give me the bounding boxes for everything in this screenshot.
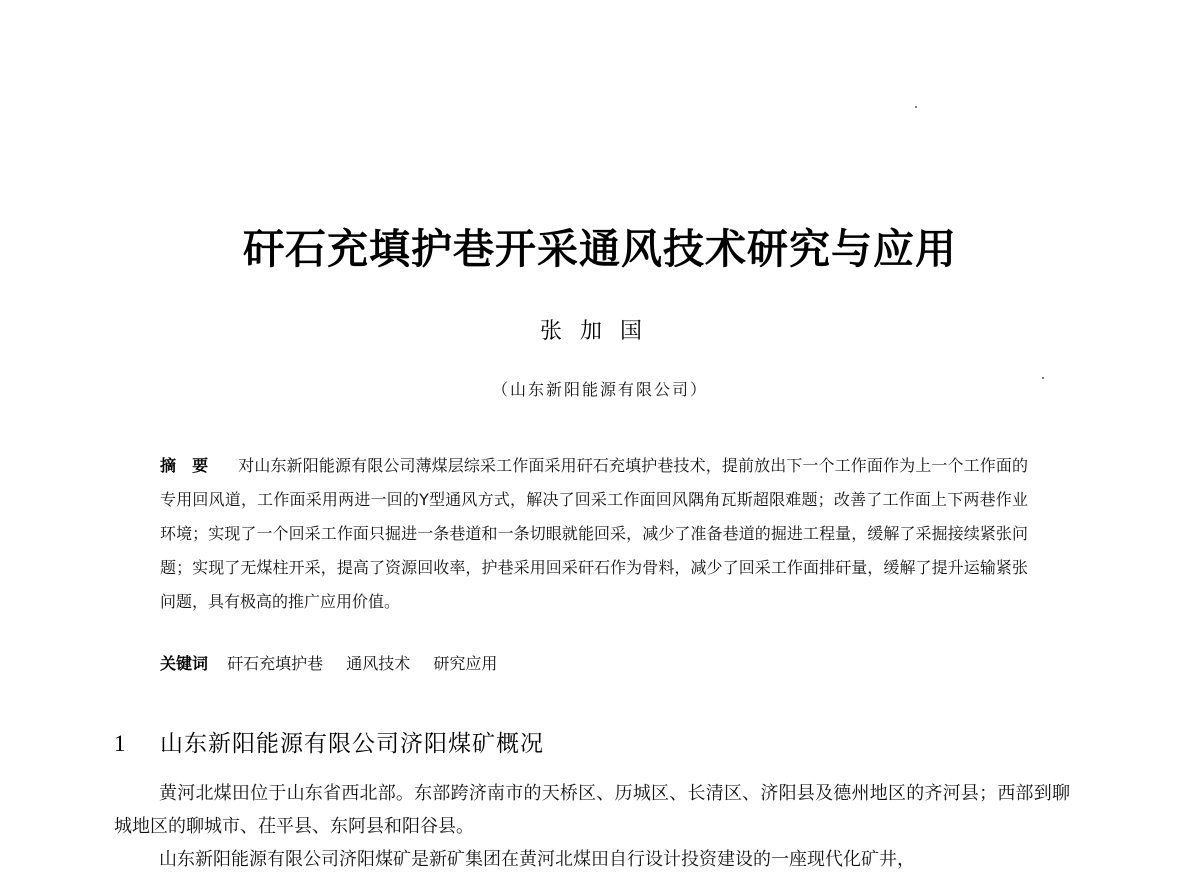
author-affiliation: （山东新阳能源有限公司） [491, 380, 708, 399]
abstract [160, 449, 1028, 619]
abstract-text: 对山东新阳能源有限公司薄煤层综采工作面采用矸石充填护巷技术，提前放出下一个工作面作为上一个工作面的专用回风道，工作面采用两进一回的Y型通风方式，解决了回采工作面回风隅角瓦斯超限难题；改善了工作面上下两巷作业环境；实现了一个回采工作面只掘进一条巷道和一条切眼就能回采，减少了准备巷道的掘进工程量，缓解了采掘接续紧张问题；实现了无煤柱开采，提高了资源回收率，护巷采用回采矸石作为骨料，减少了回采工作面排矸量，缓解了提升运输紧张问题，具有极高的推广应用价值。 [160, 456, 1028, 611]
abstract-label: 摘要 [160, 456, 225, 475]
keywords [160, 649, 1028, 679]
keyword-item: 研究应用 [433, 654, 498, 673]
keyword-item: 矸石充填护巷 [227, 654, 324, 673]
keyword-item: 通风技术 [346, 654, 411, 673]
section-body [114, 777, 1070, 876]
body-paragraph: 山东新阳能源有限公司济阳煤矿是新矿集团在黄河北煤田自行设计投资建设的一座现代化矿井， [159, 849, 915, 870]
body-paragraph: 黄河北煤田位于山东省西北部。东部跨济南市的天桥区、历城区、长清区、济阳县及德州地区的齐河县；西部到聊城地区的聊城市、茌平县、东阿县和阳谷县。 [114, 783, 1070, 837]
section-title: 山东新阳能源有限公司济阳煤矿概况 [160, 731, 544, 757]
paper-author: 张加国 [539, 319, 660, 344]
section-heading [114, 725, 544, 758]
keywords-label: 关键词 [160, 654, 209, 673]
scan-speck [915, 106, 917, 108]
paper-title: 矸石充填护巷开采通风技术研究与应用 [243, 225, 957, 273]
section-number: 1 [114, 731, 127, 756]
